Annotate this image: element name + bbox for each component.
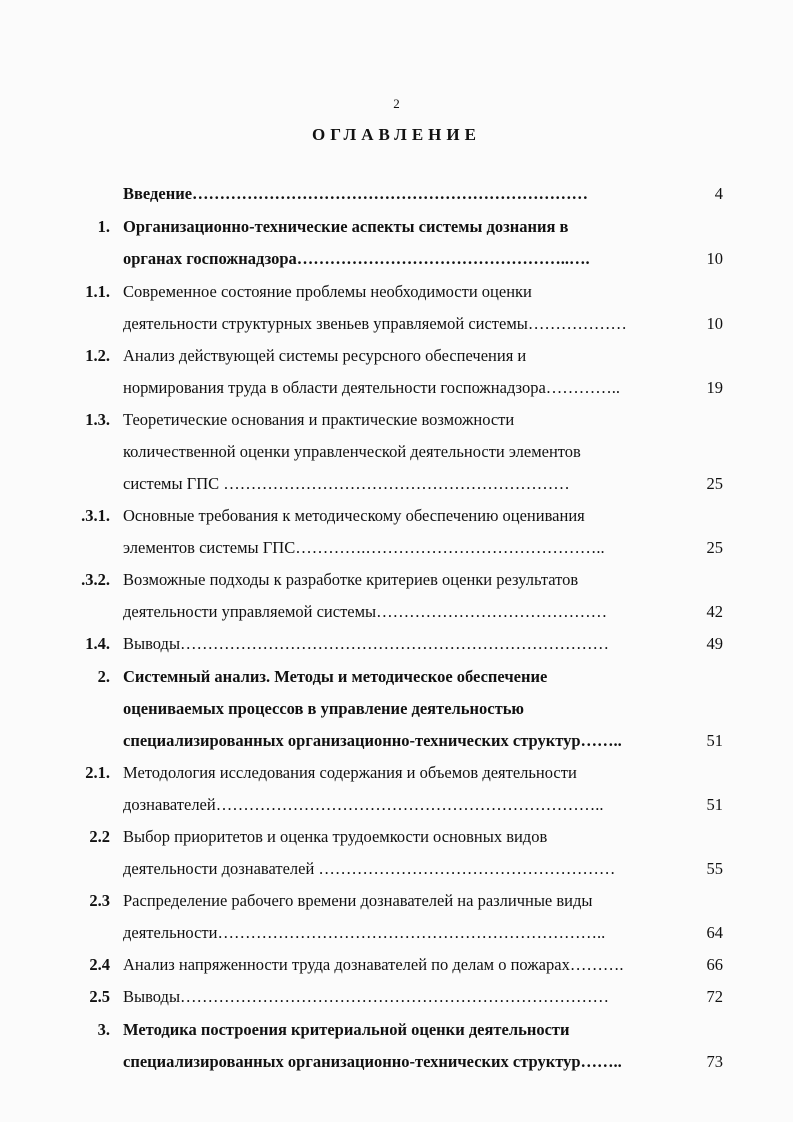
toc-entry-text: специализированных организационно-технических структур…….. bbox=[123, 1052, 622, 1071]
toc-entry-page: 73 bbox=[706, 1052, 723, 1071]
toc-entry-continuation[interactable] bbox=[0, 729, 793, 753]
toc-entry-continuation[interactable] bbox=[0, 440, 793, 464]
toc-entry[interactable] bbox=[0, 568, 793, 592]
toc-entry-text: Анализ напряженности труда дознавателей по делам о пожарах………. bbox=[123, 955, 624, 974]
toc-entry-text: Теоретические основания и практические возможности bbox=[123, 410, 515, 429]
toc-entry-text: деятельности…………………………………………………………….. bbox=[123, 923, 606, 942]
toc-entry-page: 19 bbox=[706, 378, 723, 397]
toc-entry-number: 1.1. bbox=[85, 282, 110, 301]
toc-entry-text: количественной оценки управленческой деятельности элементов bbox=[123, 442, 581, 461]
toc-entry-continuation[interactable] bbox=[0, 247, 793, 271]
toc-entry-text: Введение……………………………………………………………… bbox=[123, 184, 589, 203]
toc-entry-text: элементов системы ГПС………….…………………………………….. bbox=[123, 538, 605, 557]
toc-entry-page: 72 bbox=[706, 987, 723, 1006]
toc-entry-page: 51 bbox=[706, 731, 723, 750]
toc-entry-number: 2.2 bbox=[89, 827, 110, 846]
toc-entry[interactable] bbox=[0, 825, 793, 849]
toc-entry[interactable] bbox=[0, 632, 793, 656]
toc-entry-text: дознавателей…………………………………………………………….. bbox=[123, 795, 604, 814]
toc-entry-text: Системный анализ. Методы и методическое обеспечение bbox=[123, 667, 548, 686]
toc-entry[interactable] bbox=[0, 665, 793, 689]
toc-entry-number: .3.1. bbox=[81, 506, 110, 525]
toc-entry-text: нормирования труда в области деятельности госпожнадзора………….. bbox=[123, 378, 621, 397]
toc-entry-number: 1.3. bbox=[85, 410, 110, 429]
toc-entry-number: 1.2. bbox=[85, 346, 110, 365]
toc-entry-text: органах госпожнадзора…………………………………………..…. bbox=[123, 249, 590, 268]
toc-entry-number: 2.5 bbox=[89, 987, 110, 1006]
page-number: 2 bbox=[393, 96, 400, 111]
toc-entry-page: 10 bbox=[706, 249, 723, 268]
toc-entry-page: 64 bbox=[706, 923, 723, 942]
toc-entry-text: Основные требования к методическому обеспечению оценивания bbox=[123, 506, 585, 525]
toc-entry-number: 2.4 bbox=[89, 955, 110, 974]
toc-entry[interactable] bbox=[0, 985, 793, 1009]
toc-entry-page: 25 bbox=[706, 538, 723, 557]
toc-entry-page: 4 bbox=[714, 184, 723, 203]
toc-entry-continuation[interactable] bbox=[0, 376, 793, 400]
toc-entry[interactable] bbox=[0, 408, 793, 432]
toc-entry[interactable] bbox=[0, 182, 793, 206]
toc-entry-continuation[interactable] bbox=[0, 857, 793, 881]
toc-entry[interactable] bbox=[0, 761, 793, 785]
toc-entry-text: деятельности дознавателей ……………………………………………… bbox=[123, 859, 616, 878]
toc-entry-text: Анализ действующей системы ресурсного обеспечения и bbox=[123, 346, 527, 365]
toc-entry-text: оцениваемых процессов в управление деятельностью bbox=[123, 699, 525, 718]
toc-entry-continuation[interactable] bbox=[0, 1050, 793, 1074]
toc-entry-text: системы ГПС ……………………………………………………… bbox=[123, 474, 570, 493]
toc-entry-text: деятельности структурных звеньев управляемой системы……………… bbox=[123, 314, 627, 333]
toc-entry-page: 49 bbox=[706, 634, 723, 653]
toc-entry-text: Распределение рабочего времени дознавателей на различные виды bbox=[123, 891, 593, 910]
toc-entry-page: 51 bbox=[706, 795, 723, 814]
toc-entry-continuation[interactable] bbox=[0, 600, 793, 624]
toc-entry-page: 25 bbox=[706, 474, 723, 493]
toc-entry-text: деятельности управляемой системы…………………………………… bbox=[123, 602, 608, 621]
toc-entry-number: 1.4. bbox=[85, 634, 110, 653]
toc-entry-text: Методика построения критериальной оценки деятельности bbox=[123, 1020, 570, 1039]
toc-entry-text: специализированных организационно-технических структур…….. bbox=[123, 731, 622, 750]
toc-entry[interactable] bbox=[0, 344, 793, 368]
toc-entry-text: Организационно-технические аспекты системы дознания в bbox=[123, 217, 569, 236]
toc-entry-page: 10 bbox=[706, 314, 723, 333]
toc-entry[interactable] bbox=[0, 504, 793, 528]
toc-entry[interactable] bbox=[0, 280, 793, 304]
toc-entry-text: Выводы…………………………………………………………………… bbox=[123, 634, 610, 653]
toc-entry-text: Современное состояние проблемы необходимости оценки bbox=[123, 282, 532, 301]
toc-entry-page: 55 bbox=[706, 859, 723, 878]
toc-entry-number: 2.3 bbox=[89, 891, 110, 910]
toc-entry-number: .3.2. bbox=[81, 570, 110, 589]
toc-entry-page: 66 bbox=[706, 955, 723, 974]
toc-entry[interactable] bbox=[0, 953, 793, 977]
toc-entry-text: Выбор приоритетов и оценка трудоемкости основных видов bbox=[123, 827, 548, 846]
toc-entry-page: 42 bbox=[706, 602, 723, 621]
toc-entry-continuation[interactable] bbox=[0, 921, 793, 945]
toc-entry[interactable] bbox=[0, 1018, 793, 1042]
toc-entry[interactable] bbox=[0, 889, 793, 913]
toc-title: ОГЛАВЛЕНИЕ bbox=[312, 125, 481, 144]
toc-entry-number: 2. bbox=[97, 667, 110, 686]
toc-entry-continuation[interactable] bbox=[0, 793, 793, 817]
toc-entry-text: Методология исследования содержания и объемов деятельности bbox=[123, 763, 577, 782]
toc-entry-continuation[interactable] bbox=[0, 312, 793, 336]
toc-entry-text: Возможные подходы к разработке критериев оценки результатов bbox=[123, 570, 579, 589]
toc-entry-number: 2.1. bbox=[85, 763, 110, 782]
toc-entry-text: Выводы…………………………………………………………………… bbox=[123, 987, 610, 1006]
toc-entry-continuation[interactable] bbox=[0, 536, 793, 560]
toc-entry-number: 1. bbox=[97, 217, 110, 236]
toc-entry[interactable] bbox=[0, 215, 793, 239]
toc-entry-continuation[interactable] bbox=[0, 697, 793, 721]
toc-entry-continuation[interactable] bbox=[0, 472, 793, 496]
toc-entry-number: 3. bbox=[97, 1020, 110, 1039]
